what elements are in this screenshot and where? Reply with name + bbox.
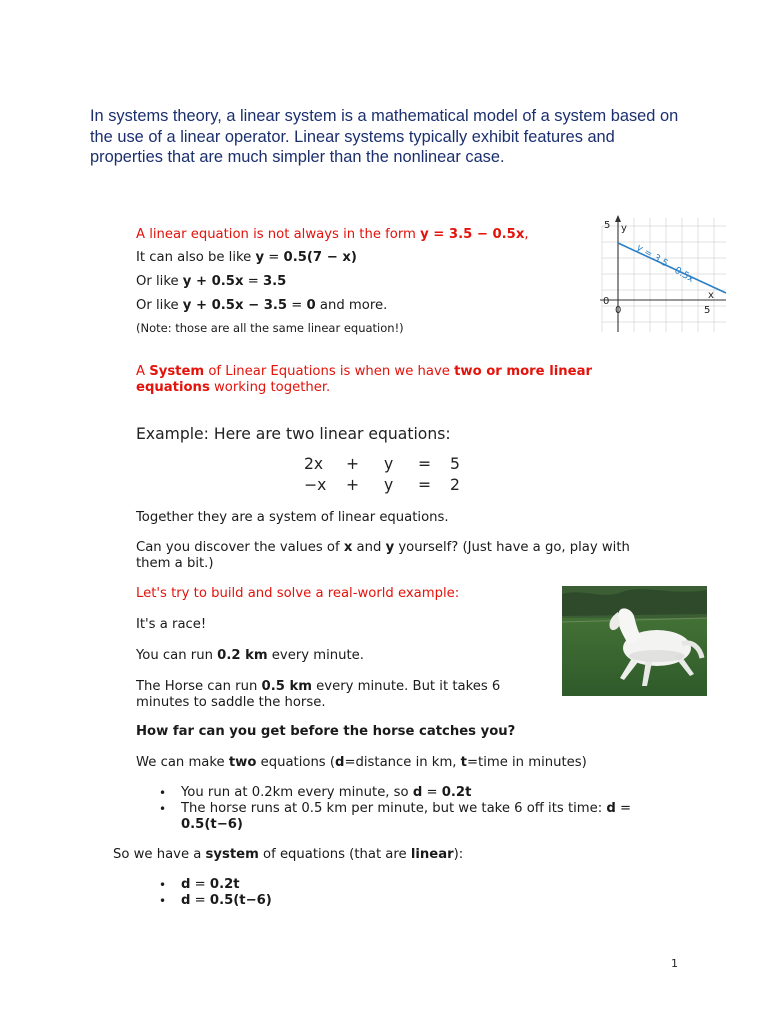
- run-text: [136, 648, 364, 664]
- text: You can run: [136, 648, 218, 663]
- emphasis: system: [205, 847, 259, 862]
- text: You run at 0.2km every minute, so: [181, 785, 413, 800]
- text: =: [615, 801, 632, 816]
- linear-graph: [598, 214, 728, 336]
- bullet-icon: •: [159, 878, 167, 892]
- text: We can make: [136, 755, 229, 770]
- text: working together.: [209, 380, 331, 395]
- x-axis-label: x: [708, 290, 714, 301]
- text: Can you discover the values of: [136, 540, 344, 555]
- emphasis: 0.2t: [441, 785, 472, 800]
- bullet-icon: •: [159, 894, 167, 908]
- horse-text: [136, 679, 536, 711]
- emphasis: d: [181, 877, 191, 892]
- intro-paragraph: In systems theory, a linear system is a mathematical model of a system based on the use of a linear operator. Linear systems typically exhibit features and properties that are much simpler than the nonlinear case.: [90, 107, 679, 167]
- bullet-icon: •: [159, 786, 167, 800]
- var-x: x: [343, 540, 353, 555]
- so-we-have-text: [113, 847, 463, 863]
- text: A linear equation is not always in the form: [136, 227, 421, 242]
- note: (Note: those are all the same linear equation!): [136, 321, 404, 335]
- equation: 0: [306, 298, 316, 313]
- operator: =: [418, 476, 432, 494]
- linear-form-line-2: [136, 250, 357, 266]
- y-axis-label: y: [621, 223, 627, 234]
- example-title: Example: Here are two linear equations:: [136, 425, 451, 443]
- emphasis: 0.5(t−6): [209, 893, 272, 908]
- realworld-heading: Let's try to build and solve a real-world example:: [136, 586, 460, 601]
- emphasis: d: [412, 785, 423, 800]
- text: The horse runs at 0.5 km per minute, but we take 6 off its time:: [181, 801, 607, 816]
- text: A: [136, 364, 150, 379]
- term: 2x: [304, 455, 324, 473]
- text: The Horse can run: [136, 679, 262, 694]
- text: It can also be like: [136, 250, 256, 265]
- question: How far can you get before the horse catches you?: [136, 724, 516, 739]
- equation-list-1: [159, 785, 671, 833]
- var-y: y: [385, 540, 395, 555]
- text: ,: [524, 227, 529, 242]
- origin-label-bottom: 0: [615, 305, 622, 316]
- term: 2: [450, 476, 460, 494]
- term: 5: [450, 455, 460, 473]
- var-d: d: [335, 755, 345, 770]
- text: equations (: [256, 755, 336, 770]
- emphasis: 0.2t: [209, 877, 240, 892]
- equation: 0.5(7 − x): [283, 250, 357, 265]
- discover-text: [136, 540, 656, 572]
- bullet-icon: •: [159, 802, 167, 816]
- horse-image: [562, 586, 707, 696]
- text: =: [264, 250, 284, 265]
- list-item: [159, 785, 671, 801]
- linear-form-line-3: [136, 274, 286, 290]
- origin-label-left: 0: [603, 296, 610, 307]
- system-definition: [136, 364, 656, 396]
- equation: y + 0.5x − 3.5: [182, 298, 288, 313]
- text: of equations (that are: [258, 847, 411, 862]
- linear-form-line-4: [136, 298, 387, 314]
- text: =time in minutes): [466, 755, 587, 770]
- text: Or like: [136, 274, 183, 289]
- emphasis: d: [181, 893, 191, 908]
- equation: y: [255, 250, 265, 265]
- emphasis: 0.2 km: [217, 648, 268, 663]
- emphasis: linear: [410, 847, 454, 862]
- list-item: [159, 801, 671, 833]
- text: =: [243, 274, 263, 289]
- equation: 3.5: [262, 274, 287, 289]
- page-number: 1: [671, 957, 678, 970]
- list-item: [159, 893, 481, 909]
- emphasis: two: [228, 755, 257, 770]
- operator: =: [418, 455, 432, 473]
- term: y: [384, 455, 394, 473]
- emphasis: 0.5(t−6): [181, 817, 243, 832]
- text: of Linear Equations is when we have: [204, 364, 455, 379]
- system-term: System: [149, 364, 205, 379]
- text: =distance in km,: [344, 755, 461, 770]
- text: Or like: [136, 298, 183, 313]
- emphasis: two or more linear equations: [136, 364, 592, 395]
- line-label: y = 3.5 - 0.5x: [634, 242, 696, 286]
- text: and: [352, 540, 386, 555]
- text: ):: [453, 847, 464, 862]
- text: =: [287, 298, 307, 313]
- term: −x: [304, 476, 327, 494]
- var-t: t: [460, 755, 467, 770]
- emphasis: 0.5 km: [261, 679, 312, 694]
- text: yourself? (Just have a go, play with them a bit.): [136, 540, 630, 571]
- text: =: [422, 785, 442, 800]
- equation-list-2: [159, 877, 481, 909]
- y-axis-arrow: [615, 215, 621, 222]
- y-tick-5: 5: [604, 220, 611, 231]
- text: =: [190, 877, 210, 892]
- text: every minute.: [267, 648, 364, 663]
- operator: +: [346, 455, 360, 473]
- term: y: [384, 476, 394, 494]
- text: and more.: [315, 298, 388, 313]
- together-text: Together they are a system of linear equations.: [136, 510, 449, 525]
- x-tick-5: 5: [704, 305, 711, 316]
- text: So we have a: [113, 847, 206, 862]
- equation: y + 0.5x: [182, 274, 244, 289]
- emphasis: d: [606, 801, 616, 816]
- race-text: It's a race!: [136, 617, 207, 632]
- text: =: [190, 893, 210, 908]
- list-item: [159, 877, 481, 893]
- make-equations-text: [136, 755, 587, 771]
- operator: +: [346, 476, 360, 494]
- linear-form-line-1: [136, 227, 529, 243]
- text: every minute. But it takes 6 minutes to saddle the horse.: [136, 679, 501, 710]
- equation: y = 3.5 − 0.5x: [420, 227, 525, 242]
